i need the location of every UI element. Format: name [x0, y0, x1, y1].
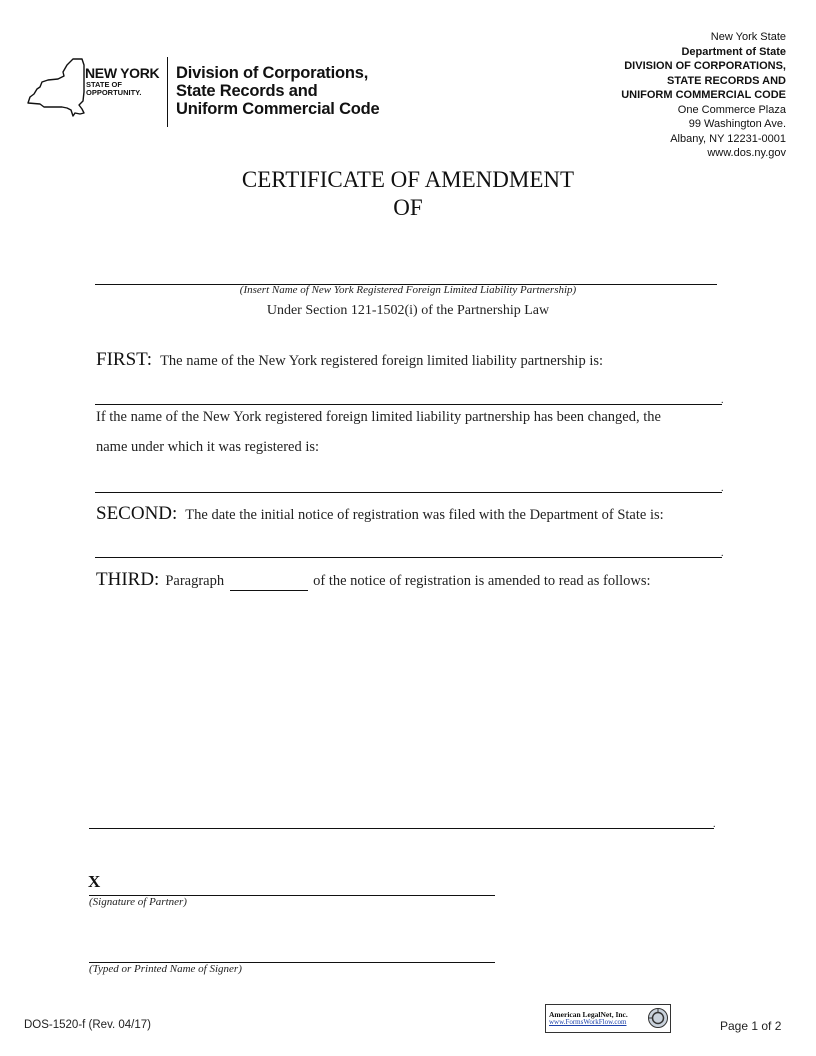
logo-tagline-line-2: OPPORTUNITY.	[86, 88, 142, 97]
second-paragraph	[96, 503, 664, 525]
second-label: SECOND:	[96, 503, 178, 524]
address-line: Albany, NY 12231-0001	[670, 132, 786, 145]
address-line: Department of State	[681, 45, 786, 58]
address-line: STATE RECORDS AND	[667, 74, 786, 87]
first-label: FIRST:	[96, 349, 153, 370]
amendment-end-line	[89, 828, 714, 829]
registration-date-field[interactable]	[95, 557, 722, 558]
address-line: New York State	[710, 31, 786, 43]
signature-caption: (Signature of Partner)	[89, 896, 187, 908]
american-legalnet-badge[interactable]	[545, 1004, 671, 1033]
line-end-period: .	[721, 395, 724, 406]
address-line: One Commerce Plaza	[677, 103, 786, 116]
title-line-2: OF	[393, 195, 423, 220]
page-number: Page 1 of 2	[720, 1019, 782, 1033]
name-changed-text-line-1: If the name of the New York registered foreign limited liability partnership has been changed, the	[96, 409, 661, 425]
address-line: UNIFORM COMMERCIAL CODE	[621, 89, 786, 101]
badge-website: www.FormsWorkFlow.com	[549, 1018, 627, 1026]
first-text: The name of the New York registered foreign limited liability partnership is:	[160, 353, 604, 369]
logo-tagline-line-1: STATE OF	[86, 80, 122, 89]
title-line-1: CERTIFICATE OF AMENDMENT	[241, 167, 575, 192]
address-website: www.dos.ny.gov	[707, 147, 786, 159]
address-line: 99 Washington Ave.	[688, 118, 786, 130]
globe-icon	[647, 1007, 669, 1029]
division-line-1: Division of Corporations,	[176, 64, 369, 82]
new-york-state-outline-icon	[26, 57, 88, 119]
paragraph-number-field[interactable]	[230, 572, 308, 591]
form-id: DOS-1520-f (Rev. 04/17)	[24, 1019, 151, 1031]
signer-name-caption: (Typed or Printed Name of Signer)	[89, 963, 242, 975]
division-name	[176, 64, 380, 118]
line-end-period: .	[721, 483, 724, 494]
third-label: THIRD:	[96, 569, 160, 590]
second-text: The date the initial notice of registration was filed with the Department of State is:	[185, 507, 664, 523]
name-changed-text-line-2: name under which it was registered is:	[96, 439, 320, 455]
current-name-field[interactable]	[95, 404, 722, 405]
registered-name-field[interactable]	[95, 492, 722, 493]
document-title	[0, 166, 816, 222]
logo-state-name: NEW YORK	[85, 65, 160, 81]
logo-divider	[167, 57, 168, 127]
address-line: DIVISION OF CORPORATIONS,	[624, 60, 786, 72]
division-line-2: State Records and	[176, 82, 318, 100]
line-end-period: .	[713, 819, 716, 830]
department-address-block	[621, 30, 786, 161]
division-line-3: Uniform Commercial Code	[176, 100, 380, 118]
under-section-text: Under Section 121-1502(i) of the Partnership Law	[266, 303, 550, 318]
signature-x-mark: X	[88, 872, 101, 891]
third-text-after: of the notice of registration is amended to read as follows:	[313, 573, 651, 589]
line-end-period: .	[721, 548, 724, 559]
third-text-before: Paragraph	[165, 573, 225, 589]
partnership-name-caption: (Insert Name of New York Registered Foreign Limited Liability Partnership)	[239, 284, 577, 296]
badge-company: American LegalNet, Inc.	[549, 1010, 628, 1019]
first-paragraph	[96, 349, 603, 371]
third-paragraph	[96, 569, 651, 591]
amendment-text-area[interactable]	[95, 598, 722, 823]
